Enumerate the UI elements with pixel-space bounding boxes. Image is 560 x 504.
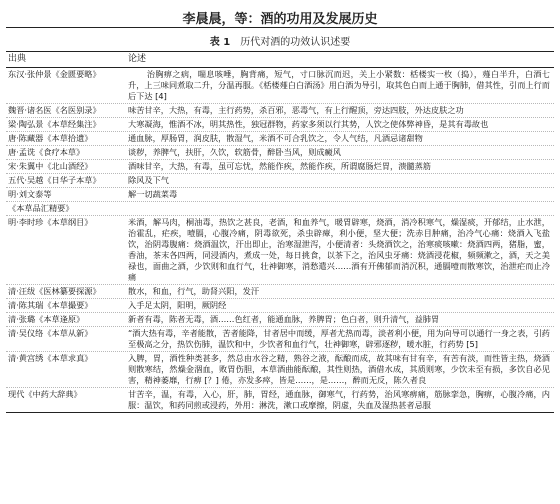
row-text: 甘苦辛，温，有毒，入心，肝，肺，胃经，通血脉，御寒气，行药势，治风寒痹痛，筋脉挛急，胸痹，心腹冷痛，内服：温饮，和药同煎或浸药，外用：淋洗，漱口或摩擦，阴虚，失血及湿热甚者忌服 bbox=[128, 389, 550, 410]
row-source: 清·陈其瑞《本草撮要》 bbox=[8, 300, 93, 310]
table-row bbox=[6, 160, 554, 174]
row-source: 宋·朱翼中《北山酒经》 bbox=[8, 161, 93, 171]
table-title: 历代对酒的功效认识述要 bbox=[240, 37, 351, 48]
row-source: 东汉·张仲景《金匮要略》 bbox=[8, 69, 101, 79]
row-text: 解一切蔬菜毒 bbox=[128, 189, 178, 199]
row-text: 入脾，胃，酒性种类甚多，然总由水谷之精，熟谷之液，酝酿而成，故其味有甘有辛，有苦有淡，而性皆主热，烧酒则散寒结，然燥金涸血，败胃伤胆，本草酒曲能酝酿，其性则热，酒借水成，其质则寒，少饮未至有损，多饮自必见害，精神萎靡，行痹 [？] 倦，亦发多瘁，皆是……，是……，醉而无反，陈久者良 bbox=[128, 353, 550, 385]
running-header: 李晨晨，等：酒的功用及发展历史 bbox=[182, 12, 378, 27]
table-row bbox=[6, 104, 554, 118]
row-text: 米酒，解马肉，桐油毒，热饮之甚良，老酒，和血养气，暖胃辟寒，烧酒，消冷积寒气，燥湿痰，开郁结，止水泄，治霍乱，疟疾，噎膈，心腹冷痛，阴毒欲死，杀虫辟瘴，利小便，坚大便；洗赤目肿痛，治冷气心痛：烧酒入飞盐饮，治阴毒腹痛：烧酒温饮，汗出即止，治寒湿泄泻，小便清者：头烧酒饮之，治寒痰咳嗽：烧酒四两，猪脂，蜜，香油，茶末各四两，同浸酒内，煮成一处，每日挑食，以茶下之，治风虫牙痛：烧酒浸花椒，频频漱之，酒，天之美禄也，面曲之酒，少饮则和血行气，壮神御寒，消愁遣兴……酒有开佛郁而消沉积，通膈噎而散寒饮，治泄疟而止冷痛 bbox=[128, 217, 550, 282]
row-source: 《本草品汇精要》 bbox=[8, 203, 74, 213]
row-source: 明·李时珍《本草纲目》 bbox=[8, 217, 93, 227]
row-text: 通血脉，厚肠胃，润皮肤，散湿气，米酒不可合乳饮之，令人气结，凡酒忌诸甜物 bbox=[128, 133, 423, 143]
table-row bbox=[6, 285, 554, 299]
table-row bbox=[6, 188, 554, 202]
row-source: 清·吴仪络《本草从新》 bbox=[8, 328, 93, 338]
table-bottom-rule bbox=[6, 412, 554, 413]
table-row bbox=[6, 68, 554, 104]
table-row bbox=[6, 146, 554, 160]
row-source: 明·刘文泰等 bbox=[8, 189, 52, 199]
row-text: 入手足太阴，阳明，厥阴经 bbox=[128, 300, 227, 310]
efficacy-table bbox=[6, 51, 554, 413]
row-source: 梁·陶弘景《本草经集注》 bbox=[8, 119, 101, 129]
table-body bbox=[6, 68, 554, 412]
column-header-text: 论述 bbox=[128, 54, 147, 64]
table-row bbox=[6, 352, 554, 388]
row-source: 魏晋·诸名医《名医别录》 bbox=[8, 105, 101, 115]
table-row bbox=[6, 118, 554, 132]
row-text: 味苦甘辛，大热，有毒，主行药势，杀百邪，恶毒气，有上行醒顶，旁达四肢，外达皮肤之功 bbox=[128, 105, 464, 115]
table-row bbox=[6, 202, 554, 216]
table-row bbox=[6, 388, 554, 412]
table-header-row bbox=[6, 52, 554, 67]
row-source: 五代·吴越《日华子本草》 bbox=[8, 175, 101, 185]
row-source: 唐·陈藏器《本草拾遗》 bbox=[8, 133, 93, 143]
table-row bbox=[6, 174, 554, 188]
table-row bbox=[6, 327, 554, 352]
table-row bbox=[6, 299, 554, 313]
header-rule bbox=[6, 27, 554, 28]
row-source: 唐·孟诜《食疗本草》 bbox=[8, 147, 85, 157]
row-text: 治胸痹之病，喘息咳唾，胸背痛，短气，寸口脉沉而迟，关上小紧数：栝楼实一枚（捣），薤白半升，白酒七升，上三味同煮取二升，分温再服。《栝楼薤白白酒汤》用白酒为导引，取其色白而上通于胸肺，借其性，引而上行而后下达 [4] bbox=[128, 69, 550, 101]
row-text: 除风及下气 bbox=[128, 175, 169, 185]
table-row bbox=[6, 313, 554, 327]
row-text: 大寒凝海，惟酒不冰，明其热性，独冠群物，药家多须以行其势，人饮之使体弊神昏，是其有毒故也 bbox=[128, 119, 489, 129]
row-source: 现代《中药大辞典》 bbox=[8, 389, 82, 399]
row-text: “酒大热有毒，辛者能散，苦者能降，甘者居中而缓，厚者尤热而毒，淡者利小便，用为向导可以通行一身之表，引药至极高之分，热饮伤肺，温饮和中，少饮者和血行气，壮神御寒，辟邪逐秽，暖水脏，行药势 [5] bbox=[128, 328, 550, 349]
row-text: 酒味甘辛，大热，有毒，虽可忘忧，然能作疾，然能作疾，所谓腐肠烂胃，溃髓蒸筋 bbox=[128, 161, 431, 171]
row-source: 清·汪绂《医林纂要探源》 bbox=[8, 286, 101, 296]
table-row bbox=[6, 216, 554, 285]
row-source: 清·张璐《本草逢原》 bbox=[8, 314, 85, 324]
row-text: 散水，和血，行气，助肾兴阳，发汗 bbox=[128, 286, 260, 296]
row-source: 清·黄宫绣《本草求真》 bbox=[8, 353, 93, 363]
column-header-source: 出典 bbox=[8, 54, 27, 64]
table-caption bbox=[0, 33, 560, 48]
row-text: 谈秽，养脾气，扶肝，久饮，软筋骨，醉卧当风，则成癜风 bbox=[128, 147, 341, 157]
table-number: 表 1 bbox=[209, 37, 231, 48]
row-text bbox=[120, 202, 554, 215]
row-text: 新者有毒，陈者无毒，酒……色红者，能通血脉，养脾胃；色白者，则升清气，益肺胃 bbox=[128, 314, 440, 324]
table-row bbox=[6, 132, 554, 146]
